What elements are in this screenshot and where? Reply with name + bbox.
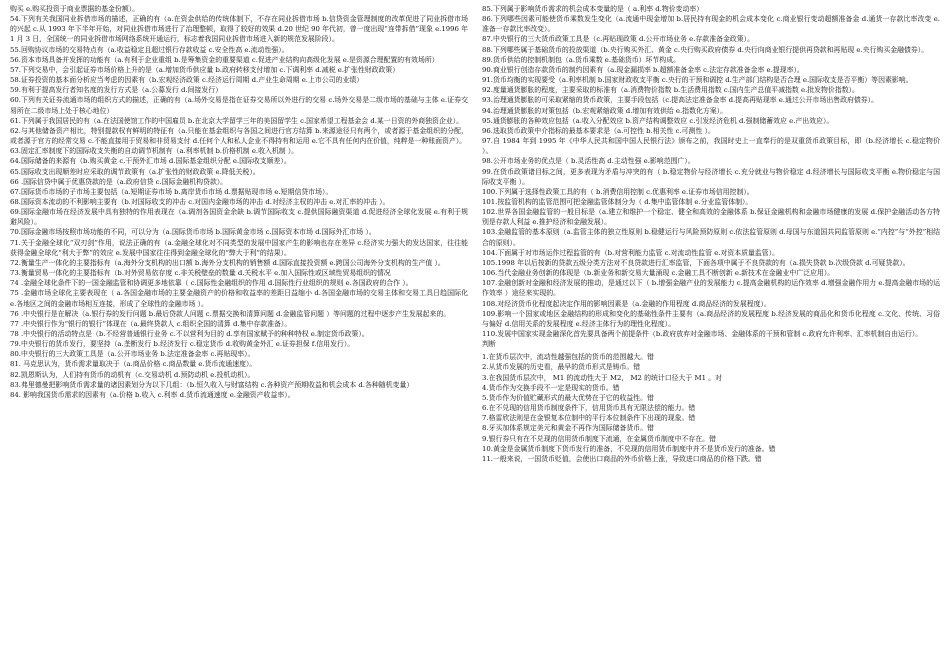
text-line: 85.下列属于影响货币需求的机会成本变量的是（ a.利率 d.物价变动率） (482, 5, 704, 13)
text-line: 103.金融监管的基本原则（a.监管主体的独立性原则 b.稳健运行与风险预防原则 c.依法监管原则 d.母国与东道国共同监管原则 e.“内控”与“外控”相结合的原则）。 (482, 228, 940, 247)
text-line: 4.货币作为交换手段不一定是现实的货币。错 (482, 383, 620, 392)
text-line: 83.弗里德曼把影响货币需求量的诸因素划分为以下几组：（b.恒久收入与财富结构 c.各种资产预期收益和机会成本 d.各种随机变量） (10, 380, 414, 389)
text-line: 77 .中央银行作为“银行的银行”体现在（a.最终贷款人 c.组织全国的清算 d.集中存款准备）。 (10, 319, 292, 328)
text-line: 58.证券投资的基本面分析应当考虑的因素有（b.宏观经济政策 c.经济运行周期 d.产业生命周期 e.上市公司的业绩） (10, 76, 364, 85)
text-line: 93.治理通货膨胀的可采取紧缩的货币政策，主要手段包括（c.提高法定准备金率 d.提高再贴现率 e.通过公开市场出售政府债券）。 (482, 96, 879, 105)
text-line: 76 .中央银行是在解决（a.银行券的发行问题 b.最后贷款人问题 c.票据交换和清算问题 d.金融监管问题 ）等问题的过程中逐步产生发展起来的。 (10, 309, 451, 318)
text-line: 80.中央银行的三大政策工具是（a.公开市场业务 b.法定准备金率 c.再贴现率）。 (10, 350, 255, 359)
text-line: 110.发展中国家实现金融深化首先要具备两个前提条件（b.政府放弃对金融市场、金融体系的干预和管制 c.政府允许利率、汇率机制自由运行）。 (482, 330, 923, 338)
text-line: 7.格雷欣法则是在金银复本位制中的平行本位制条件下出现的现象。错 (482, 414, 696, 423)
right-column (482, 4, 940, 670)
text-line: 68.国际资本流动的不利影响主要有（b.对国际收支的冲击 c.对国内金融市场的冲击 d.对经济主权的冲击 e.对汇率的冲击 ）。 (10, 197, 390, 206)
text-line: 72.衡量生产一体化的主要指标有（a.海外分支机构的出口额 b.海外分支机构的销售额 d.国际直接投资额 e.跨国公司海外分支机构的生产值 ）。 (10, 258, 445, 267)
text-line: 71.关于金融全球化“双刃剑”作用，说法正确的有（a.金融全球化对不同类型的发展中国家产生的影响也存在差异 c.经济实力强大的发达国家，往往能获得金融全球化“利大于弊”的效应 e.发展中国家往往得到金融全球化的“弊大于利”的结果）。 (10, 238, 468, 257)
text-line: 63.固定汇率制度下的国际收支失衡的自动调节机制有（a.利率机制 b.价格机制 e.收入机制 ）。 (10, 147, 299, 156)
text-line: 66 .国际信贷中属于优惠贷款的是（a.政府信贷 c.国际金融机构贷款）。 (10, 177, 228, 186)
text-line: 56.资本市场具备并发挥的功能有（a.有利于企业重组 b.是筹集资金的重要渠道 c.促进产业结构向高级化发展 e.是资源合理配置的有效场所） (10, 55, 439, 64)
text-line: 81. 马克思认为，货币需求量取决于（a.商品价格 c.商品数量 e.货币流通速度）。 (10, 360, 257, 369)
text-line: 100.下列属于选择性政策工具的有（ b.消费信用控制 c.优惠利率 e.证券市场信用控制）。 (482, 187, 754, 196)
text-line: 89.货币供给的控制机制包（a.货币乘数 e.基础货币）环节构成。 (482, 55, 680, 64)
text-line: 55.回购协议市场的交易特点有（a.收益稳定且超过银行存款收益 c.安全性高 e.流动性强）。 (10, 45, 289, 54)
text-line: 88.下列哪些属于基础货币的投放渠道（b.央行购买外汇、黄金 c.央行购买政府债券 d.央行向商业银行提供再贷款和再贴现 e.央行购买金融债券）。 (482, 45, 929, 54)
text-line: 94.治理通货膨胀的对策包括（b.宏观紧缩政策 d.增加有效供给 e.指数化方案）。 (482, 106, 727, 115)
text-line: 9.银行券只有在不兑现的信用货币制度下流通，在金属货币制度中不存在。错 (482, 434, 716, 443)
text-line: 82.凯恩斯认为，人们持有货币的动机有（c.交易动机 d.预防动机 e.投机动机）。 (10, 370, 255, 379)
text-line: 98.公开市场业务的优点是（ b.灵活性高 d.主动性强 e.影响范围广）。 (482, 157, 695, 166)
text-line: 79.中央银行的货币发行，要坚持（a.垄断发行 b.经济发行 c.稳定货币 d.收购黄金外汇 e.证券担保 f.信用发行）。 (10, 340, 355, 349)
text-line: 74 .金融全球化条件下的一国金融监管和协调更多地依靠（ c.国际性金融组织的作用 d.国际性行业组织的规则 e.各国政府的合作 ）。 (10, 279, 413, 288)
section-heading: 判断 (482, 340, 496, 349)
text-line: 96.选取货币政策中介指标的最基本要求是（a.可控性 b.相关性 c.可测性 ）。 (482, 126, 715, 135)
text-line: 75 .金融市场全球化主要表现在（ a.各国金融市场的主要金融资产的价格和收益率的差距日益缩小 d.各国金融市场的交易主体和交易工具日趋国际化 e.各地区之间的金融市场相互连接，形成了全球性的金融市场 ）。 (10, 289, 468, 308)
text-line: 64.国际储备的来源有（b.购买黄金 c.干预外汇市场 d.国际基金组织分配 e.国际收支顺差）。 (10, 157, 291, 166)
text-line: 78 .中央银行的活动特点是（b.不经营普通银行业务 c.不以营利为目的 d.享有国家赋予的种种特权 e.制定货币政策）。 (10, 330, 369, 338)
text-line: 70.国际金融市场按照市场功能的不同，可以分为（a.国际货币市场 b.国际黄金市场 c.国际资本市场 d.国际外汇市场 ）。 (10, 228, 376, 237)
text-line: 95.通货膨胀的各种效应包括（a.收入分配效应 b.资产结构调整效应 c.引发经济危机 d.强制储蓄效应 e.产出效应）。 (482, 116, 834, 125)
text-line: 99.在货币政策诸目标之间，更多表现为矛盾与冲突的有（ b.稳定物价与经济增长 c.充分就业与物价稳定 d.经济增长与国际收支平衡 e.物价稳定与国际收支平衡 ）。 (482, 167, 940, 186)
text-line: 104.下面属于对市场运作过程监管的有（b.对营利能力监管 c.对流动性监管 e.对资本质量监管）。 (482, 248, 780, 257)
text-line: 109.影响一个国家或地区金融结构的形成和变化的基础性条件主要有（a.商品经济的发展程度 b.经济发展的商品化和货币化程度 c.文化、传统、习俗与偏好 d.信用关系的发展程度 e.经济主体行为的理性化程度）。 (482, 309, 940, 328)
text-line: 87.中央银行的三大货币政策工具是（c.再贴现政策 d.公开市场业务 e.存款准备金政策）。 (482, 35, 754, 44)
text-line: 6.在不兑现的信用货币制度条件下，信用货币具有无限法偿的能力。错 (482, 404, 696, 413)
text-line: 1.在货币层次中，流动性越强包括的货币的范围越大。错 (482, 353, 654, 362)
text-line: 107.金融创新对金融和经济发展的推动，是通过以下（ b.增强金融产业的发展能力 c.提高金融机构的运作效率 d.增强金融作用力 e.提高金融市场的运作效率 ）途径来实现的。 (482, 279, 940, 298)
text-line: 105.1998 年以后按新的贷款五级分类方法对不良贷款进行汇率监管，下面各项中属于不良贷款的有（a.损失贷款 b.次级贷款 d.可疑贷款）。 (482, 258, 910, 267)
text-line: 92.度量通货膨胀的程度，主要采取的标准有（a.消费物价指数 b.生活费用指数 c.国内生产总值平减指数 e.批发物价指数）。 (482, 86, 859, 95)
text-line: 3.在我国货币层次中， M1 的流动性大于 M2， M2 的统计口径大于 M1 。对 (482, 373, 722, 382)
text-line: 67.国际货币市场的子市场主要包括（a.短期证券市场 b.离岸货币市场 d.票据贴现市场 e.短期信贷市场）。 (10, 187, 333, 196)
text-line: 2.从货币发展的历史看，最早的货币形式是铸币。错 (482, 363, 641, 372)
text-line: 86.下列哪些因素可能使货币乘数发生变化（a.流通中现金增加 b.居民持有现金的机会成本变化 c.商业银行变动超额准备金 d.通货一存款比率改变 e.准备一存款比率改变）。 (482, 15, 940, 34)
text-line: 101.按监管机构的监管范围可把金融监管体制分为（ d.集中监管体制 e.分业监管体制）。 (482, 197, 753, 206)
text-line: 108.对经济货币化程度起决定作用的影响因素是（a.金融的作用程度 d.商品经济的发展程度）。 (482, 299, 771, 308)
text-line: 106.当代金融业务创新的体现是（b.新业务和新交易大量涌现 c.金融工具不断创新 e.新技术在金融业中广泛应用）。 (482, 269, 835, 278)
text-line: 11.一般来说，一国货币贬值，会使出口商品的外币价格上涨，导致进口商品的价格下跌。错 (482, 454, 762, 463)
text-line: 62.与其他储备资产相比，特别提款权有鲜明的特征有（a.只能在基金组织与各国之间进行官方结算 b.来源途径只有两个，或者源于基金组织的分配，或者源于官方的经常交易 c.不能直接用于贸易和非贸易支付 d.任何个人和私人企业不得持有和运用 e.它不具有任何内在价值，纯粹是一种账面资产）。 (10, 126, 468, 146)
text-line: 10.黄金是金属货币制度下货币发行的准备，不兑现的信用货币制度中并不是货币发行的准备。错 (482, 444, 776, 453)
text-line: 84. 影响我国货币需求的因素有（a.价格 b.收入 c.利率 d.货币流通速度 e.金融资产收益率）。 (10, 390, 295, 399)
text-line: 8.牙买加体系规定美元和黄金不再作为国际储备货币。错 (482, 424, 654, 433)
text-line: 61.下列属于我国居民的有（a.在法国使馆工作的中国雇员 b.在北京大学留学三年的美国留学生 c.国家希望工程基金会 d.某一日资的外商独资企业）。 (10, 116, 464, 125)
text-line: 54.下列有关我国同业拆借市场的描述，正确的有（a.在资金供给的传统体制下，不存在同业拆借市场 b.信贷资金管理制度的改革促进了同业拆借市场的兴起 c.从 1993 年下半年开始，对同业拆借市场进行了治理整顿，取得了较好的效果 d.20 世纪 90 年代初，曾一度出现“连带拆借”现象 e.1996 年 1 月 3 日，全国统一的同业拆借市场网络系统开通运行，标志着我国同业拆借市场进入新的规范发展阶段）。 (10, 15, 468, 44)
text-line: 69.国际金融市场在经济发展中具有独特的作用表现在（a.调剂各国资金余缺 b.调节国际收支 c.提供国际融资渠道 d.促进经济全球化发展 e.有利于规避风险）。 (10, 208, 468, 227)
text-line: 57.下列交易中，会引起证券市场价格上升的是（a.增加货币供应量 b.政府转移支付增加 c.下调利率 d.减税 e.扩张性财政政策） (10, 65, 400, 74)
text-line: 73.衡量贸易一体化的主要指标有（b.对外贸易依存度 c.非关税壁垒的数量 d.关税水平 e.加入国际性或区域性贸易组织的情况 (10, 269, 391, 278)
text-line: 65.国际收支出现顺差时应采取的调节政策有（a.扩张性的财政政策 e.降低关税）。 (10, 167, 260, 176)
text-line: 97.自 1984 年到 1995 年《中华人民共和国中国人民银行法》颁布之前，我国时史上一直奉行的是双重货币政策目标，即（b.经济增长 c.稳定物价 ）。 (482, 137, 940, 156)
text-line: 59.有利于提高发行者知名度的发行方式是（a.公募发行 d.间接发行） (10, 86, 223, 95)
text-line: 5.货币作为价值贮藏形式的最大优势在于它的收益性。错 (482, 393, 654, 402)
text-line: 90.商业银行创造存款货币的制约因素有（a.现金漏损率 b.超额准备金率 c.法定存款准备金率 e.提现率）。 (482, 65, 804, 74)
text-line: 购买 e.购买投资于商业票据的基金份额）。 (10, 5, 140, 13)
text-line: 60.下列有关证券流通市场的组织方式的描述，正确的有（a.场外交易是指在证券交易所以外进行的交易 c.场外交易是二级市场的基础与主体 e.证券交易所在二级市场上处于核心地位） (10, 96, 468, 115)
text-line: 91.货币均衡的实现要受（a.利率机制 b.国家财政收支平衡 c.央行的干预和调控 d.生产部门结构是否合理 e.国际收支是否平衡）等因素影响。 (482, 76, 913, 85)
text-line: 102.世界各国金融监管的一般目标是（a.建立和维护一个稳定、健全和高效的金融体系 b.保证金融机构和金融市场健康的发展 d.保护金融活动各方特别是存款人利益 e.推护经济和金融发展）。 (482, 208, 940, 227)
left-column (10, 4, 468, 670)
